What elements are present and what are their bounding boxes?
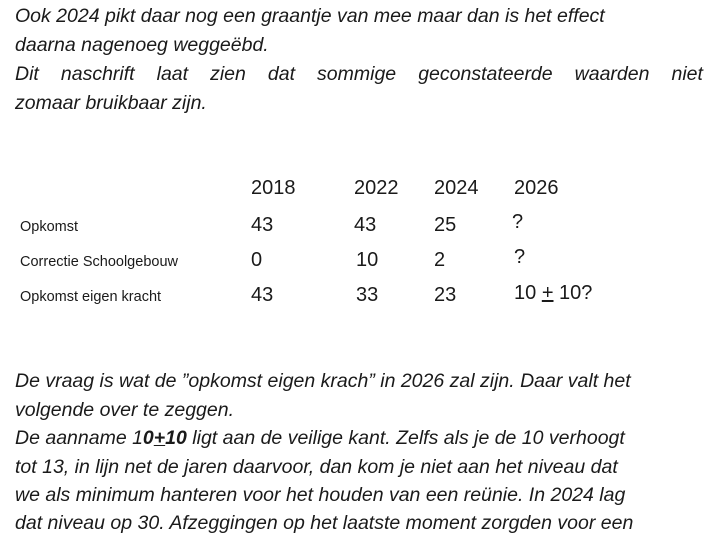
table-cell: 43 xyxy=(354,214,377,236)
table-cell: 0 xyxy=(251,249,263,271)
word: Dit xyxy=(15,63,39,85)
value-part: 10? xyxy=(553,282,593,304)
word: dat xyxy=(267,63,296,85)
year-header: 2018 xyxy=(251,177,296,199)
bold-run: 10 xyxy=(165,427,187,449)
plus-minus-sign: + xyxy=(541,282,554,304)
table-cell: 23 xyxy=(434,284,457,306)
text-run: ligt aan de veilige kant. Zelfs als je de 10 verhoogt xyxy=(186,427,625,449)
table-cell: 43 xyxy=(251,214,274,236)
row-label: Correctie Schoolgebouw xyxy=(20,254,178,270)
word: geconstateerde xyxy=(418,63,553,85)
year-header: 2022 xyxy=(354,177,399,199)
table-cell: ? xyxy=(512,211,524,233)
table-cell: 33 xyxy=(356,284,379,306)
value-part: 10 xyxy=(514,282,542,304)
table-cell: 2 xyxy=(434,249,446,271)
word: sommige xyxy=(317,63,397,85)
table-cell: 10 xyxy=(356,249,379,271)
text-line: volgende over te zeggen. xyxy=(15,399,234,421)
text-line: Ook 2024 pikt daar nog een graantje van mee maar dan is het effect xyxy=(15,5,605,27)
text-line: De vraag is wat de ”opkomst eigen krach” in 2026 zal zijn. Daar valt het xyxy=(15,370,631,392)
plus-minus-sign: + xyxy=(153,427,166,449)
bold-run: 0 xyxy=(142,427,154,449)
text-line-justified xyxy=(15,60,703,88)
text-line: zomaar bruikbaar zijn. xyxy=(15,92,207,114)
row-label: Opkomst xyxy=(20,219,79,235)
text-line: daarna nagenoeg weggeëbd. xyxy=(15,34,269,56)
year-header: 2026 xyxy=(514,177,559,199)
table-cell: ? xyxy=(514,246,526,268)
table-cell: 25 xyxy=(434,214,457,236)
word: laat xyxy=(156,63,189,85)
word: naschrift xyxy=(60,63,135,85)
text-run: De aanname 1 xyxy=(15,427,143,449)
year-header: 2024 xyxy=(434,177,479,199)
text-line: dat niveau op 30. Afzeggingen op het laatste moment zorgden voor een xyxy=(15,512,634,534)
text-line: we als minimum hanteren voor het houden van een reünie. In 2024 lag xyxy=(15,484,626,506)
row-label: Opkomst eigen kracht xyxy=(20,289,162,305)
word: zien xyxy=(210,63,246,85)
table-cell: 43 xyxy=(251,284,274,306)
word: niet xyxy=(671,63,703,85)
word: waarden xyxy=(574,63,650,85)
text-line xyxy=(15,424,625,452)
text-line: tot 13, in lijn net de jaren daarvoor, dan kom je niet aan het niveau dat xyxy=(15,456,618,478)
table-cell xyxy=(514,281,592,305)
